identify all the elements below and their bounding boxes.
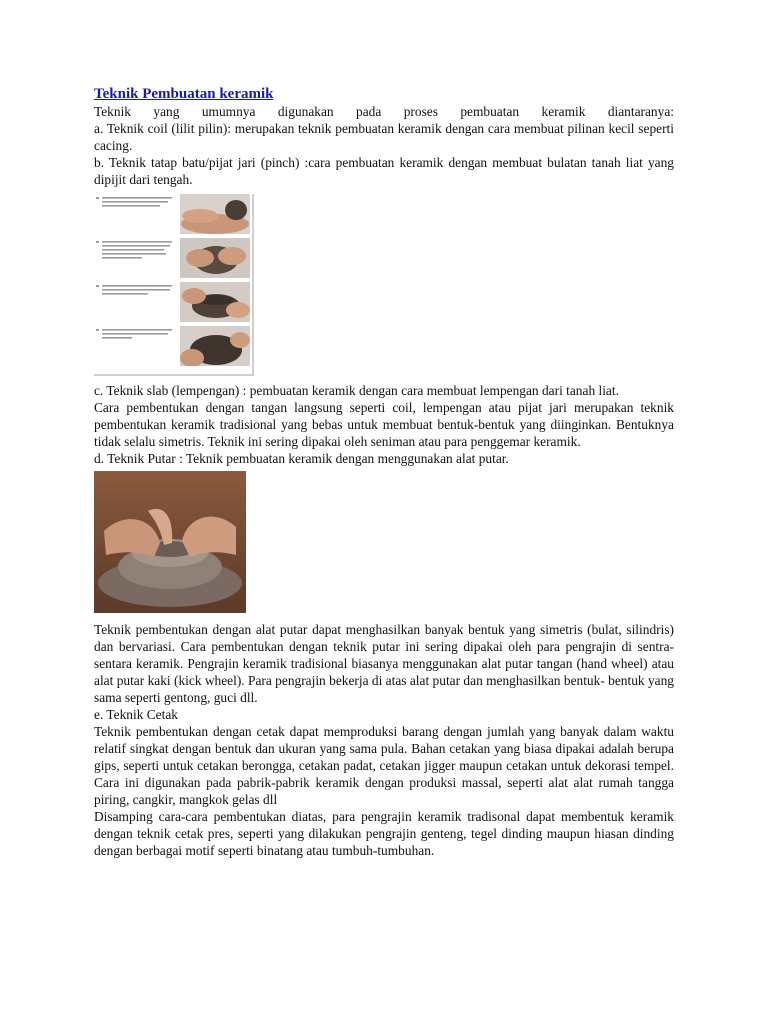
step-caption-placeholder <box>96 240 174 268</box>
step-caption-placeholder <box>96 284 174 308</box>
slab-technique-text: c. Teknik slab (lempengan) : pembuatan keramik dengan cara membuat lempengan dari tanah liat. <box>94 383 619 398</box>
hands-clay-ball-illustration <box>180 194 250 234</box>
step-caption-placeholder <box>96 196 174 220</box>
caption-lines-illustration <box>96 240 174 266</box>
pinch-step-2 <box>94 238 252 280</box>
pinch-step-1-photo <box>180 194 250 234</box>
hand-forming-text: Cara pembentukan dengan tangan langsung seperti coil, lempengan atau pijat jari merupakan teknik pembentukan keramik tradisional yang bebas untuk membuat bentuk-bentuk yang diinginkan. Bentuknya tidak selalu simetris. Teknik ini sering dipakai oleh seniman atau para penggemar keramik. <box>94 400 674 449</box>
wheel-description-text: Teknik pembentukan dengan alat putar dapat menghasilkan banyak bentuk yang simetris (bulat, silindris) dan bervariasi. Cara pembentukan dengan teknik putar ini sering dipakai oleh para pengrajin di sentra-sentara keramik. Pengrajin keramik tradisional biasanya menggunakan alat putar tangan (hand wheel) atau alat putar kaki (kick wheel). Para pengrajin bekerja di atas alat putar dan menghasilkan bentuk- bentuk yang sama seperti gentong, guci dll. <box>94 622 674 705</box>
finished-pot-illustration <box>180 326 250 366</box>
closing-text: Disamping cara-cara pembentukan diatas, para pengrajin keramik tradisonal dapat membentuk keramik dengan teknik cetak pres, seperti yang dilakukan pengrajin genteng, tegel dinding maupun hiasan dinding dengan berbagai motif seperti binatang atau tumbuh-tumbuhan. <box>94 809 674 858</box>
coil-technique-text: a. Teknik coil (lilit pilin): merupakan teknik pembuatan keramik dengan cara membuat pilinan kecil seperti cacing. <box>94 121 674 153</box>
caption-lines-illustration <box>96 284 174 306</box>
wheel-technique-text: d. Teknik Putar : Teknik pembuatan keramik dengan menggunakan alat putar. <box>94 451 509 466</box>
pinch-step-4-photo <box>180 326 250 366</box>
pinch-step-3-photo <box>180 282 250 322</box>
caption-lines-illustration <box>96 196 174 218</box>
intro-text: Teknik yang umumnya digunakan pada proses pembuatan keramik diantaranya: <box>94 104 674 119</box>
pinch-step-4 <box>94 326 252 368</box>
step-caption-placeholder <box>96 328 174 352</box>
document-page <box>94 86 674 859</box>
mold-description-text: Teknik pembentukan dengan cetak dapat memproduksi barang dengan jumlah yang banyak dalam waktu relatif singkat dengan bentuk dan ukuran yang sama pula. Bahan cetakan yang biasa dipakai adalah berupa gips, seperti untuk cetakan berongga, cetakan padat, cetakan jigger maupun cetakan untuk dekorasi tempel. Cara ini digunakan pada pabrik-pabrik keramik dengan produksi massal, seperti alat alat rumah tangga piring, cangkir, mangkok gelas dll <box>94 724 674 807</box>
mold-technique-heading: e. Teknik Cetak <box>94 707 178 722</box>
caption-lines-illustration <box>96 328 174 350</box>
pinch-step-3 <box>94 282 252 324</box>
pinch-steps-figure <box>94 194 254 376</box>
pinch-technique-text: b. Teknik tatap batu/pijat jari (pinch) :cara pembuatan keramik dengan membuat bulatan tanah liat yang dipijit dari tengah. <box>94 155 674 187</box>
document-title[interactable]: Teknik Pembuatan keramik <box>94 86 274 102</box>
pinch-step-1 <box>94 194 252 236</box>
thumbs-press-clay-illustration <box>180 238 250 278</box>
pottery-wheel-photo <box>94 471 246 613</box>
hands-on-wheel-illustration <box>94 471 246 613</box>
shaping-bowl-illustration <box>180 282 250 322</box>
pinch-step-2-photo <box>180 238 250 278</box>
